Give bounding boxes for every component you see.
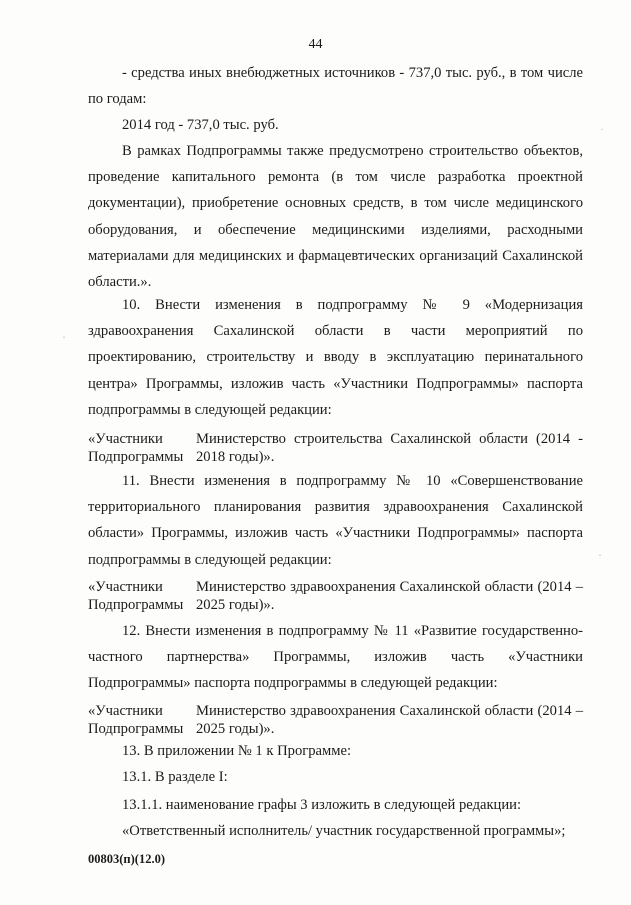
scan-speck: · (62, 330, 66, 344)
paragraph-2014: 2014 год - 737,0 тыс. руб. (122, 117, 279, 133)
paragraph-item-13-1: 13.1. В разделе I: (122, 769, 228, 785)
page-number: 44 (308, 37, 323, 52)
footer-code: 00803(п)(12.0) (88, 852, 165, 866)
participants-value: Министерство строительства Сахалинской области (2014 - 2018 годы)». (196, 431, 583, 465)
participants-label: «Участники Подпрограммы (88, 431, 184, 465)
paragraph-column-name: «Ответственный исполнитель/ участник государственной программы»; (122, 823, 566, 839)
paragraph-other-sources: - средства иных внебюджетных источников - 737,0 тыс. руб., в том числе по годам: (88, 65, 583, 108)
participants-value: Министерство здравоохранения Сахалинской области (2014 – 2025 годы)». (196, 579, 583, 613)
participants-label: «Участники Подпрограммы (88, 579, 184, 613)
paragraph-item-13-1-1: 13.1.1. наименование графы 3 изложить в следующей редакции: (122, 797, 522, 813)
paragraph-construction: В рамках Подпрограммы также предусмотрено строительство объектов, проведение капитального ремонта (в том числе разработка проектной документации), приобретение основных средств, в том числе медицинского оборудования, и обеспечение медицинскими изделиями, расходными материалами для медицинских и фармацевтических организаций Сахалинской области.». (88, 143, 583, 291)
participants-value: Министерство здравоохранения Сахалинской области (2014 – 2025 годы)». (196, 703, 583, 737)
paragraph-item-12: 12. Внести изменения в подпрограмму № 11 «Развитие государственно-частного партнерства» Программы, изложив часть «Участники Подпрограммы» паспорта подпрограммы в следующей редакции: (88, 623, 583, 692)
paragraph-item-11: 11. Внести изменения в подпрограмму № 10 «Совершенствование территориального планирования развития здравоохранения Сахалинской области» Программы, изложив часть «Участники Подпрограммы» паспорта подпрограммы в следующей редакции: (88, 473, 583, 568)
paragraph-item-10: 10. Внести изменения в подпрограмму № 9 «Модернизация здравоохранения Сахалинской области в части мероприятий по проектированию, строительству и вводу в эксплуатацию перинатального центра» Программы, изложив часть «Участники Подпрограммы» паспорта подпрограммы в следующей редакции: (88, 297, 583, 418)
scan-speck: · (598, 548, 602, 562)
participants-label: «Участники Подпрограммы (88, 703, 184, 737)
paragraph-item-13: 13. В приложении № 1 к Программе: (122, 743, 352, 759)
scan-speck: · (600, 122, 604, 136)
